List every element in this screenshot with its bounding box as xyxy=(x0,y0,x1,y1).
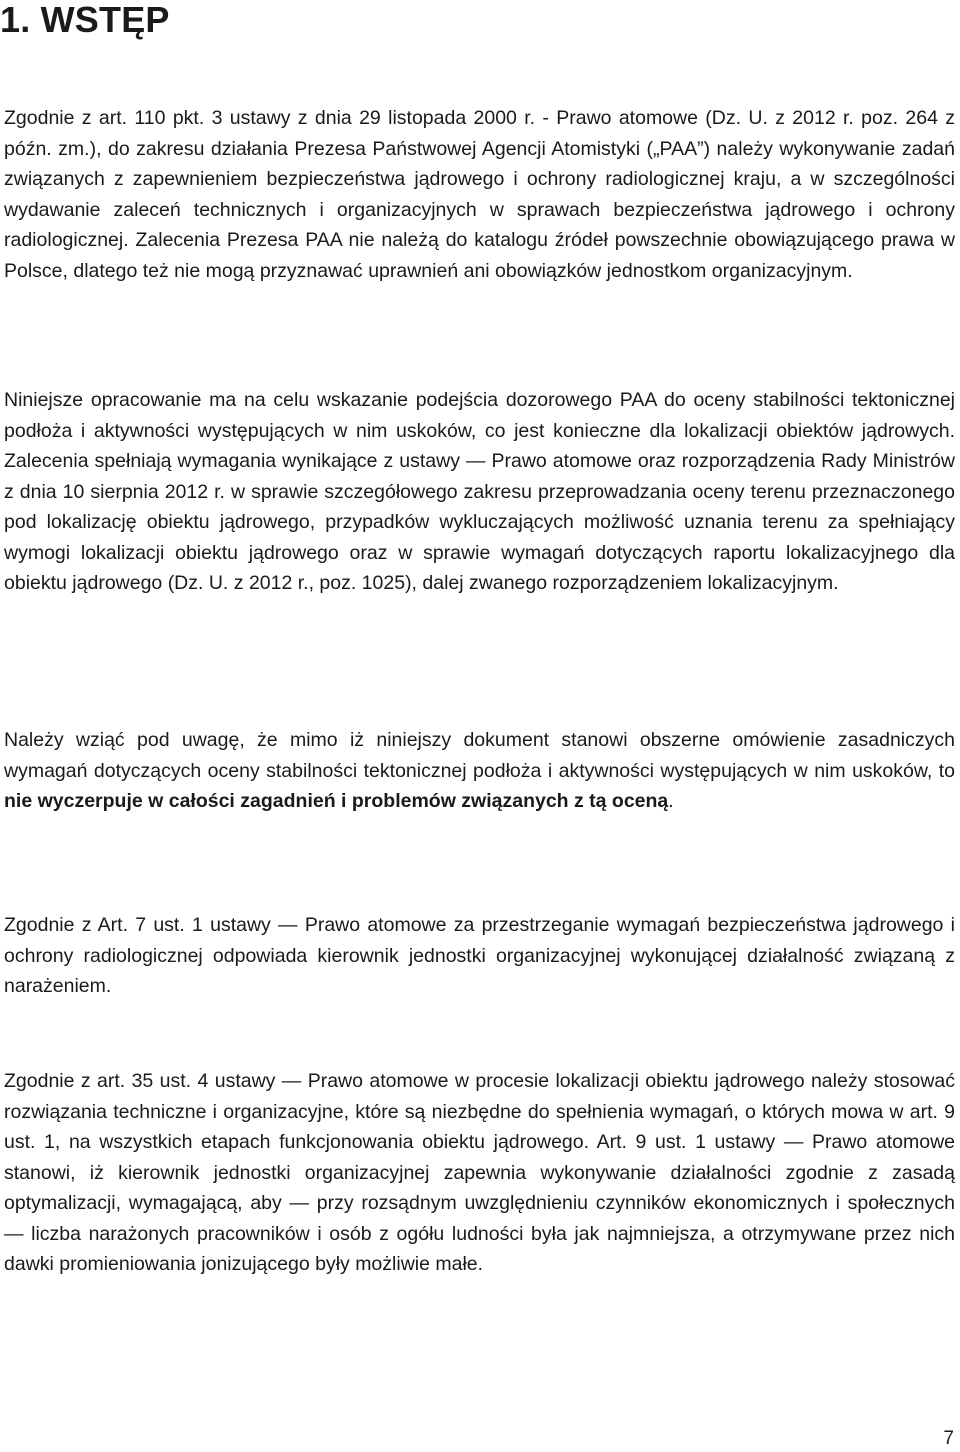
page-number: 7 xyxy=(943,1428,954,1449)
paragraph-scope-note-emphasis: nie wyczerpuje w całości zagadnień i problemów związanych z tą oceną xyxy=(4,790,669,812)
paragraph-legal-basis: Zgodnie z art. 110 pkt. 3 ustawy z dnia 29 listopada 2000 r. - Prawo atomowe (Dz. U. z 2012 r. poz. 264 z późn. zm.), do zakresu działania Prezesa Państwowej Agencji Atomistyki („PAA”) należy wykonywanie zadań związanych z zapewnieniem bezpieczeństwa jądrowego i ochrony radiologicznej kraju, a w szczególności wydawanie zaleceń technicznych i organizacyjnych w sprawach bezpieczeństwa jądrowego i ochrony radiologicznej. Zalecenia Prezesa PAA nie należą do katalogu źródeł powszechnie obowiązującego prawa w Polsce, dlatego też nie mogą przyznawać uprawnień ani obowiązków jednostkom organizacyjnym. xyxy=(4,107,955,282)
section-heading: 1. WSTĘP xyxy=(0,0,170,40)
paragraph-responsibility: Zgodnie z Art. 7 ust. 1 ustawy — Prawo atomowe za przestrzeganie wymagań bezpieczeństwa jądrowego i ochrony radiologicznej odpowiada kierownik jednostki organizacyjnej wykonującej działalność związaną z narażeniem. xyxy=(4,914,955,997)
paragraph-scope-note xyxy=(4,725,955,817)
paragraph-optimization: Zgodnie z art. 35 ust. 4 ustawy — Prawo atomowe w procesie lokalizacji obiektu jądrowego należy stosować rozwiązania techniczne i organizacyjne, które są niezbędne do spełnienia wymagań, o których mowa w art. 9 ust. 1, na wszystkich etapach funkcjonowania obiektu jądrowego. Art. 9 ust. 1 ustawy — Prawo atomowe stanowi, iż kierownik jednostki organizacyjnej zapewnia wykonywanie działalności zgodnie z zasadą optymalizacji, wymagającą, aby — przy rozsądnym uwzględnieniu czynników ekonomicznych i społecznych — liczba narażonych pracowników i osób z ogółu ludności była jak najmniejsza, a otrzymywane przez nich dawki promieniowania jonizującego były możliwie małe. xyxy=(4,1070,955,1275)
paragraph-scope-note-text: Należy wziąć pod uwagę, że mimo iż niniejszy dokument stanowi obszerne omówienie zasadniczych wymagań dotyczących oceny stabilności tektonicznej podłoża i aktywności występujących w nim uskoków, to xyxy=(4,729,955,782)
paragraph-scope-note-end: . xyxy=(668,790,674,812)
paragraph-purpose: Niniejsze opracowanie ma na celu wskazanie podejścia dozorowego PAA do oceny stabilności tektonicznej podłoża i aktywności występujących w nim uskoków, co jest konieczne dla lokalizacji obiektów jądrowych. Zalecenia spełniają wymagania wynikające z ustawy — Prawo atomowe oraz rozporządzenia Rady Ministrów z dnia 10 sierpnia 2012 r. w sprawie szczegółowego zakresu przeprowadzania oceny terenu przeznaczonego pod lokalizację obiektu jądrowego, przypadków wykluczających możliwość uznania terenu za spełniający wymogi lokalizacji obiektu jądrowego oraz w sprawie wymagań dotyczących raportu lokalizacyjnego dla obiektu jądrowego (Dz. U. z 2012 r., poz. 1025), dalej zwanego rozporządzeniem lokalizacyjnym. xyxy=(4,389,955,594)
